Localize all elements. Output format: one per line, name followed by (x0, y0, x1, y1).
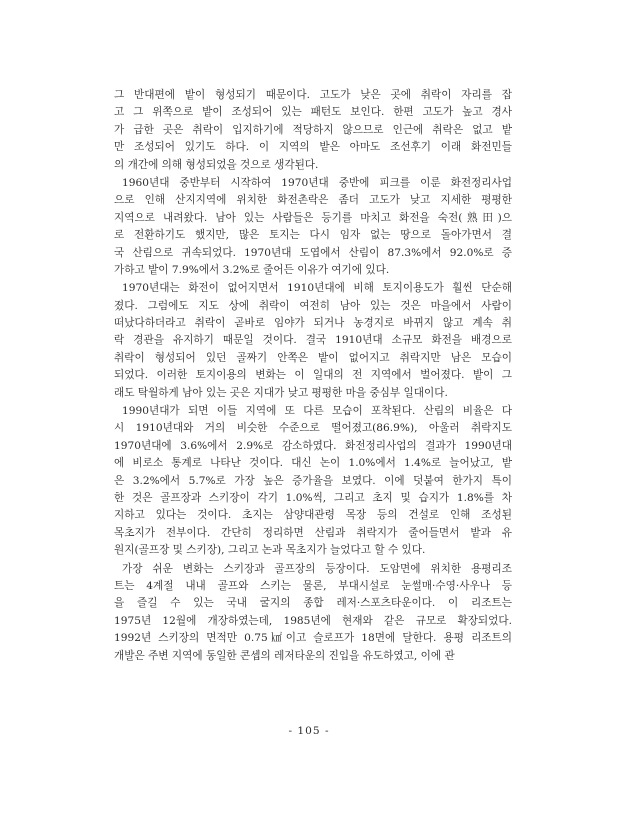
page-number: - 105 - (288, 725, 330, 737)
text-line: 래도 탁월하게 남아 있는 곳은 지대가 낮고 평평한 마을 중심부 일대이다. (114, 386, 448, 399)
text-line: 한 것은 골프장과 스키장이 각기 1.0%씩, 그리고 초지 및 습지가 1.8%를 차 (114, 491, 512, 504)
text-line: 시 1910년대와 거의 비슷한 수준으로 떨어졌고(86.9%), 아울러 취락지도 (114, 422, 512, 435)
text-line: 되었다. 이러한 토지이용의 변화는 이 일대의 전 지역에서 벌어졌다. 밭이 그 (114, 369, 512, 382)
text-line: 1992년 스키장의 면적만 0.75㎢이고 슬로프가 18면에 달한다. 용평 리조트의 (114, 632, 512, 645)
text-line: 고 그 위쪽으로 밭이 조성되어 있는 패턴도 보인다. 한편 고도가 높고 경사 (114, 106, 512, 119)
text-line: 가장 쉬운 변화는 스키장과 골프장의 등장이다. 도암면에 위치한 용평리조 (122, 562, 512, 575)
paragraph (114, 403, 512, 560)
text-line: 가하고 밭이 7.9%에서 3.2%로 줄어든 이유가 여기에 있다. (114, 263, 390, 276)
body-text (114, 87, 512, 666)
text-line: 목초지가 전부이다. 간단히 정리하면 산림과 취락지가 줄어들면서 밭과 유 (114, 526, 512, 539)
text-line: 1975년 12월에 개장하였는데, 1985년에 현재와 같은 규모로 확장되었다. (114, 614, 512, 627)
text-line: 가 급한 곳은 취락이 입지하기에 적당하지 않으므로 인근에 취락은 없고 밭 (114, 123, 512, 136)
text-line: 국 산림으로 귀속되었다. 1970년대 도엽에서 산림이 87.3%에서 92.0%로 증 (114, 246, 512, 259)
text-line: 졌다. 그럼에도 지도 상에 취락이 여전히 남아 있는 것은 마을에서 사람이 (114, 299, 512, 312)
text-line: 지하고 있다는 것이다. 초지는 삼양대관령 목장 등의 건설로 인해 조성된 (114, 509, 512, 522)
text-line: 에 비로소 통계로 나타난 것이다. 대신 논이 1.0%에서 1.4%로 늘어났고, 밭 (114, 457, 512, 470)
paragraph (114, 561, 512, 665)
text-line: 1960년대 중반부터 시작하여 1970년대 중반에 피크를 이룬 화전정리사업 (122, 176, 512, 189)
text-line: 취락이 형성되어 있던 골짜기 안쪽은 밭이 없어지고 취락지만 남은 모습이 (114, 351, 512, 364)
text-line: 떠났다하더라고 취락이 곧바로 임야가 되거나 농경지로 바뀌지 않고 계속 취 (114, 317, 512, 330)
text-line: 개발은 주변 지역에 동일한 콘셉의 레저타운의 진입을 유도하였고, 이에 관 (114, 649, 455, 662)
text-line: 1990년대가 되면 이들 지역에 또 다른 모습이 포착된다. 산림의 비율은 다 (122, 405, 512, 418)
text-line: 지역으로 내려왔다. 남아 있는 사람들은 등기를 마치고 화전을 숙전(熟田)으 (114, 211, 512, 224)
text-line: 으로 인해 산지지역에 위치한 화전촌락은 좀더 고도가 낮고 지세한 평평한 (114, 194, 512, 207)
text-line: 트는 4계절 내내 골프와 스키는 물론, 부대시설로 눈썰매·수영·사우나 등 (114, 579, 512, 592)
text-line: 만 조성되어 있기도 하다. 이 지역의 밭은 아마도 조선후기 이래 화전민들 (114, 141, 512, 154)
paragraph (114, 175, 512, 279)
text-line: 그 반대편에 밭이 형성되기 때문이다. 고도가 낮은 곳에 취락이 자리를 잡 (114, 89, 512, 101)
text-line: 은 3.2%에서 5.7%로 가장 높은 증가율을 보였다. 이에 덧붙여 한가지 특이 (114, 474, 512, 487)
text-line: 원지(골프장 및 스키장), 그리고 논과 목초지가 늘었다고 할 수 있다. (114, 544, 426, 557)
paragraph (114, 280, 512, 402)
paragraph (114, 87, 512, 174)
text-line: 로 전환하기도 했지만, 많은 토지는 다시 임자 없는 땅으로 돌아가면서 결 (114, 229, 512, 242)
text-line: 락 경관을 유지하기 때문일 것이다. 결국 1910년대 소규모 화전을 배경으로 (114, 334, 512, 347)
text-line: 의 개간에 의해 형성되었을 것으로 생각된다. (114, 158, 319, 171)
text-line: 1970년대는 화전이 없어지면서 1910년대에 비해 토지이용도가 훨씬 단순해 (122, 282, 512, 295)
text-line: 1970년대에 3.6%에서 2.9%로 감소하였다. 화전정리사업의 결과가 1990년대 (114, 439, 512, 452)
text-line: 을 즐길 수 있는 국내 굴지의 종합 레저·스포츠타운이다. 이 리조트는 (114, 597, 512, 610)
